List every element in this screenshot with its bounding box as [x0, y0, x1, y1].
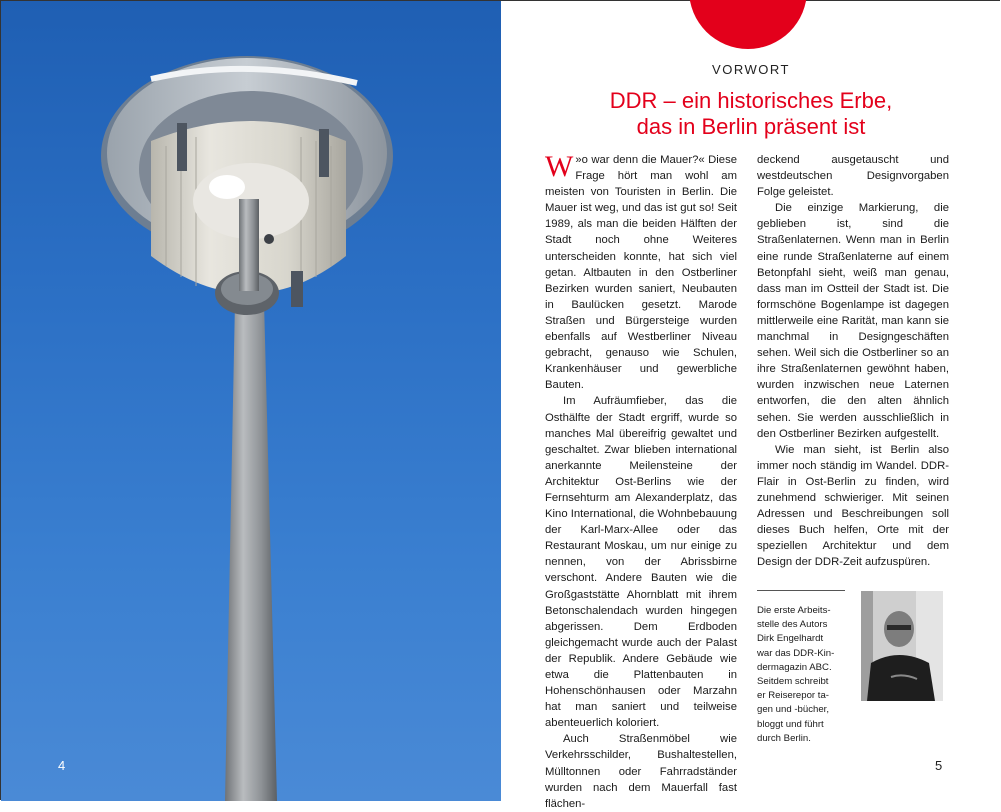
- paragraph-6: Wie man sieht, ist Berlin also immer noch ständig im Wandel. DDR-Flair in Ost-Berlin zu finden, wird zunehmend schwieriger. Mit seinen Adressen und Beschreibungen soll dieses Buch helfen, Orte mit der speziellen Architektur und dem Design der DDR-Zeit aufzuspüren.: [757, 443, 949, 569]
- page-number-left: 4: [58, 758, 66, 773]
- drop-cap: W: [545, 150, 574, 183]
- text-column-2: [757, 152, 949, 570]
- caption-line: Die erste Arbeits-: [757, 605, 831, 616]
- red-circle-decoration: [689, 0, 807, 49]
- paragraph-3: Auch Straßenmöbel wie Verkehrsschilder, Bushaltestellen, Mülltonnen oder Fahrradständer wurden nach dem Mauerfall fast flächen-: [545, 733, 737, 810]
- author-photo: [861, 591, 943, 701]
- caption-line: Seitdem schreibt: [757, 676, 829, 688]
- caption-line: bloggt und führt: [757, 718, 824, 730]
- headline-line-2: das in Berlin präsent ist: [636, 114, 866, 139]
- text-column-1: [545, 152, 737, 812]
- caption-line: er Reiserepor ta-: [757, 690, 829, 702]
- author-portrait: [861, 591, 943, 701]
- street-lamp-photo: [1, 1, 501, 801]
- headline: [501, 88, 1001, 140]
- page-number-right: 5: [935, 758, 943, 773]
- paragraph-2: Im Aufräumfieber, das die Osthälfte der Stadt ergriff, wurde so manches Mal übereifrig gewaltet und geschaltet. Zwar blieben international anerkannte Meilensteine der Architektur Ost-Berlins wie der Fernsehturm am Alexanderplatz, das Kino International, die Wohnbebauung der Karl-Marx-Allee oder das Restaurant Moskau, um nur einige zu nennen, von der Abrissbirne verschont. Andere Bauten wie die Großgaststätte Ahornblatt mit ihrem Betonschalendach wurden hingegen abgerissen. Dem Erdboden gleichgemacht wurde auch der Palast der Republik. Andere Gebäude wie etwa die Plattenbauten in Hohenschönhausen oder Marzahn hat man saniert und teilweise abenteuerlich koloriert.: [545, 395, 737, 730]
- headline-line-1: DDR – ein historisches Erbe,: [609, 88, 893, 113]
- right-page: [501, 1, 1001, 810]
- paragraph-4: deckend ausgetauscht und westdeutschen Designvorgaben Folge geleistet.: [757, 154, 949, 199]
- caption-line: gen und -bücher,: [757, 704, 830, 716]
- caption-line: dermagazin ABC.: [757, 661, 832, 673]
- paragraph-5: Die einzige Markierung, die geblieben ist, sind die Straßenlaternen. Wenn man in Berlin eine runde Straßenlaterne auf einem Betonpfahl sieht, weiß man genau, dass man im Ostteil der Stadt ist. Die formschöne Bogenlampe ist dagegen mittlerweile eine Rarität, man kann sie manchmal in Designgeschäften sehen. Weil sich die Ostberliner so an ihre Straßenlaternen gewöhnt haben, wurden inzwischen neue Laternen entworfen, die den alten ähnlich sehen. Sie werden ausschließlich in den Ostberliner Bezirken aufgestellt.: [757, 202, 949, 440]
- caption-line: durch Berlin.: [757, 732, 811, 744]
- caption-divider: [757, 590, 845, 591]
- caption-line: stelle des Autors: [757, 619, 828, 631]
- paragraph-1: [545, 152, 737, 393]
- paragraph-1-text: »o war denn die Mauer?« Diese Frage hört man wohl am meisten von Touristen in Berlin. Die Mauer ist weg, und das ist gut so! Seit 1989, als man die beiden Hälften der Stadt noch ohne Weiteres unterscheiden konnte, hat sich viel getan. Altbauten in den Ostberliner Bezirken wurden saniert, Neubauten in Baulücken gesetzt. Marode Straßen und Bürgersteige wurden ebenfalls auf Westberliner Niveau gebracht, genauso wie Schulen, Krankenhäuser und gewerbliche Bauten.: [545, 154, 737, 392]
- left-page: [1, 1, 501, 801]
- author-caption: [757, 604, 857, 746]
- caption-line: war das DDR-Kin-: [757, 647, 835, 659]
- caption-line: Dirk Engelhardt: [757, 633, 824, 645]
- section-label: VORWORT: [712, 62, 790, 77]
